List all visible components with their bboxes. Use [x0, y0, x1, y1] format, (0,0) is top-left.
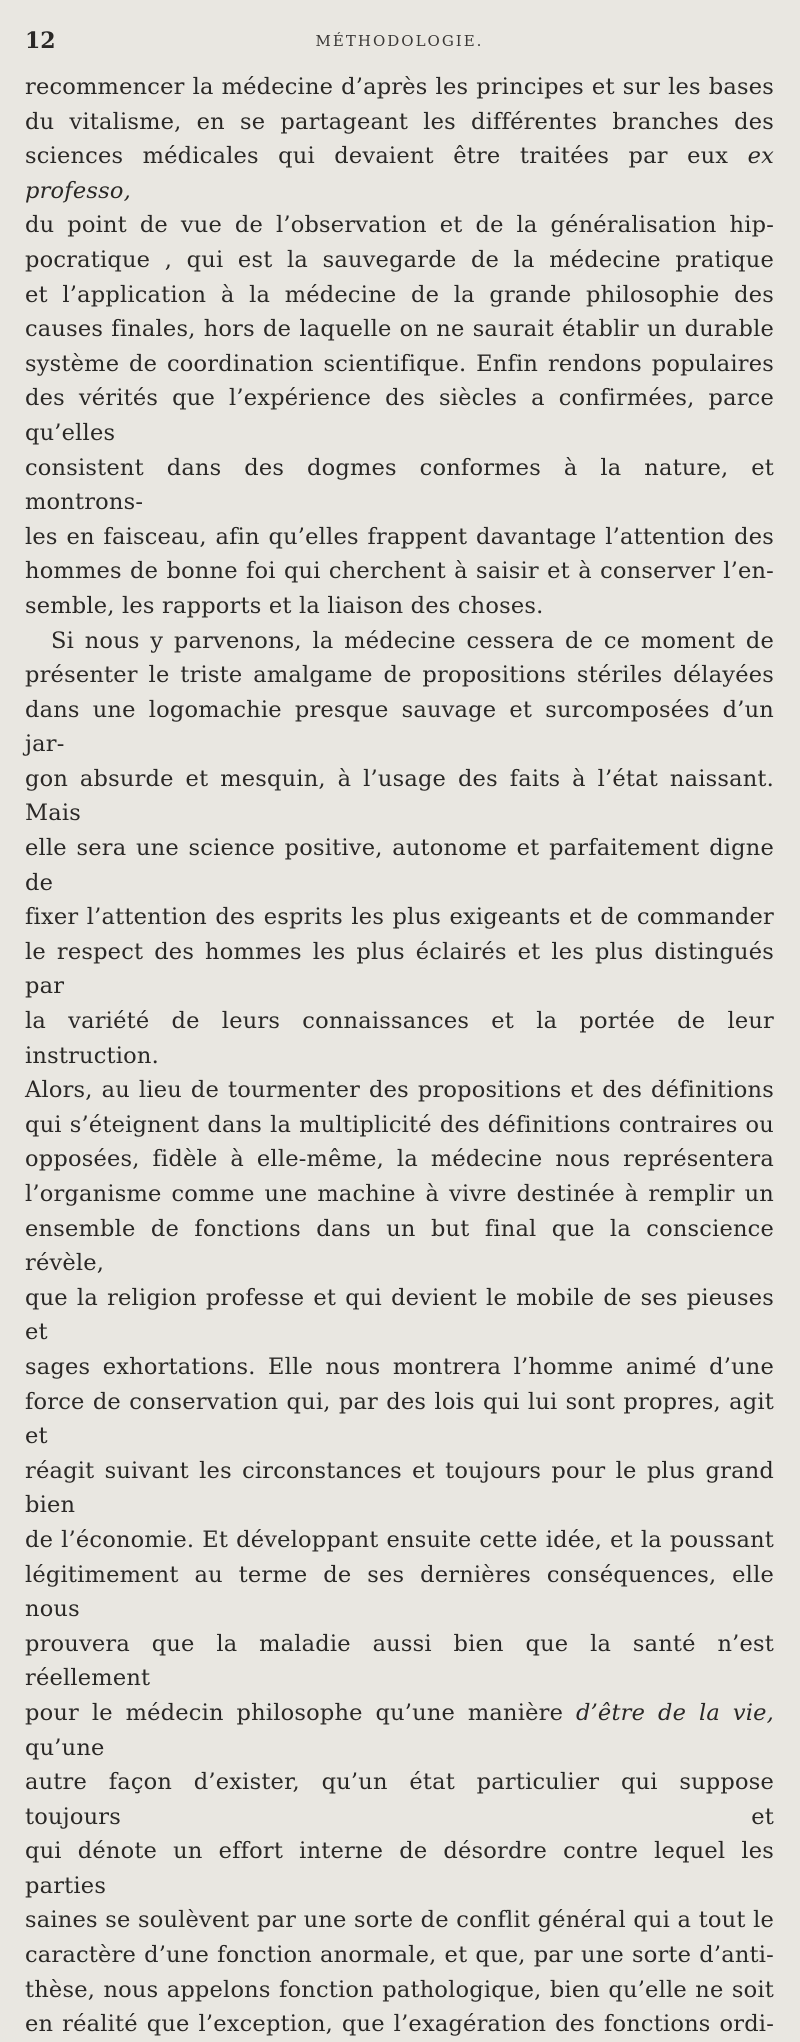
- body-text: [25, 70, 774, 2042]
- text-line: et l’application à la médecine de la grande philosophie des: [25, 281, 774, 308]
- text-line: les en faisceau, afin qu’elles frappent davantage l’attention des: [25, 523, 774, 550]
- text-line: légitimement au terme de ses dernières conséquences, elle nous: [25, 1561, 774, 1623]
- text-line: réagit suivant les circonstances et toujours pour le plus grand bien: [25, 1457, 774, 1519]
- text-line: sages exhortations. Elle nous montrera l’homme animé d’une: [25, 1353, 774, 1380]
- text-line: force de conservation qui, par des lois qui lui sont propres, agit et: [25, 1388, 774, 1450]
- text-line: du point de vue de l’observation et de la généralisation hip-: [25, 212, 774, 239]
- italic-phrase: d’être de la vie,: [575, 1699, 775, 1726]
- running-head: [25, 22, 774, 54]
- page-number: 12: [25, 28, 56, 54]
- text-line: présenter le triste amalgame de propositions stériles délayées: [25, 662, 774, 689]
- italic-phrase: ex professo,: [25, 143, 774, 204]
- text-line: Alors, au lieu de tourmenter des propositions et des définitions: [25, 1077, 774, 1104]
- text-line: dans une logomachie presque sauvage et surcomposées d’un jar-: [25, 696, 774, 758]
- text-line: du vitalisme, en se partageant les différentes branches des: [25, 108, 774, 135]
- text-line: opposées, fidèle à elle-même, la médecine nous représentera: [25, 1146, 774, 1173]
- running-title: MÉTHODOLOGIE.: [315, 32, 484, 50]
- text-line: fixer l’attention des esprits les plus exigeants et de commander: [25, 904, 774, 931]
- text-line: thèse, nous appelons fonction pathologique, bien qu’elle ne soit: [25, 1976, 774, 2003]
- text-line: recommencer la médecine d’après les principes et sur les bases: [25, 74, 774, 100]
- text-line: de l’économie. Et développant ensuite cette idée, et la poussant: [25, 1526, 774, 1553]
- text-line: [25, 139, 774, 208]
- text-segment: qu’une: [25, 1734, 105, 1761]
- text-line: caractère d’une fonction anormale, et que, par une sorte d’anti-: [25, 1942, 774, 1969]
- text-line: [25, 1696, 774, 1765]
- text-line: consistent dans des dogmes conformes à la nature, et montrons-: [25, 454, 774, 516]
- text-line: la variété de leurs connaissances et la portée de leur instruction.: [25, 1008, 774, 1069]
- text-line: causes finales, hors de laquelle on ne saurait établir un durable: [25, 316, 774, 343]
- text-line: semble, les rapports et la liaison des choses.: [25, 592, 544, 619]
- text-line: prouvera que la maladie aussi bien que la santé n’est réellement: [25, 1630, 774, 1692]
- text-line: en réalité que l’exception, que l’exagération des fonctions ordi-: [25, 2011, 774, 2038]
- text-line: des vérités que l’expérience des siècles a confirmées, parce qu’elles: [25, 385, 774, 446]
- text-line: système de coordination scientifique. Enfin rendons populaires: [25, 350, 774, 377]
- text-line: elle sera une science positive, autonome et parfaitement digne de: [25, 835, 774, 896]
- text-line: l’organisme comme une machine à vivre destinée à remplir un: [25, 1181, 774, 1207]
- text-line: autre façon d’exister, qu’un état particulier qui suppose toujours et: [25, 1769, 774, 1830]
- text-line: pocratique , qui est la sauvegarde de la médecine pratique: [25, 246, 774, 273]
- text-line: ensemble de fonctions dans un but final que la conscience révèle,: [25, 1215, 774, 1277]
- text-line: saines se soulèvent par une sorte de conflit général qui a tout le: [25, 1907, 774, 1934]
- text-line: le respect des hommes les plus éclairés et les plus distingués par: [25, 938, 774, 1000]
- text-line: Si nous y parvenons, la médecine cessera de ce moment de: [51, 627, 774, 654]
- text-line: hommes de bonne foi qui cherchent à saisir et à conserver l’en-: [25, 558, 774, 585]
- text-line: que la religion professe et qui devient le mobile de ses pieuses et: [25, 1284, 774, 1346]
- text-segment: pour le médecin philosophe qu’une manière: [25, 1699, 576, 1726]
- text-line: qui s’éteignent dans la multiplicité des définitions contraires ou: [25, 1111, 774, 1138]
- text-line: gon absurde et mesquin, à l’usage des faits à l’état naissant. Mais: [25, 765, 774, 827]
- text-segment: sciences médicales qui devaient être traitées par eux: [25, 143, 748, 170]
- text-line: qui dénote un effort interne de désordre contre lequel les parties: [25, 1838, 774, 1899]
